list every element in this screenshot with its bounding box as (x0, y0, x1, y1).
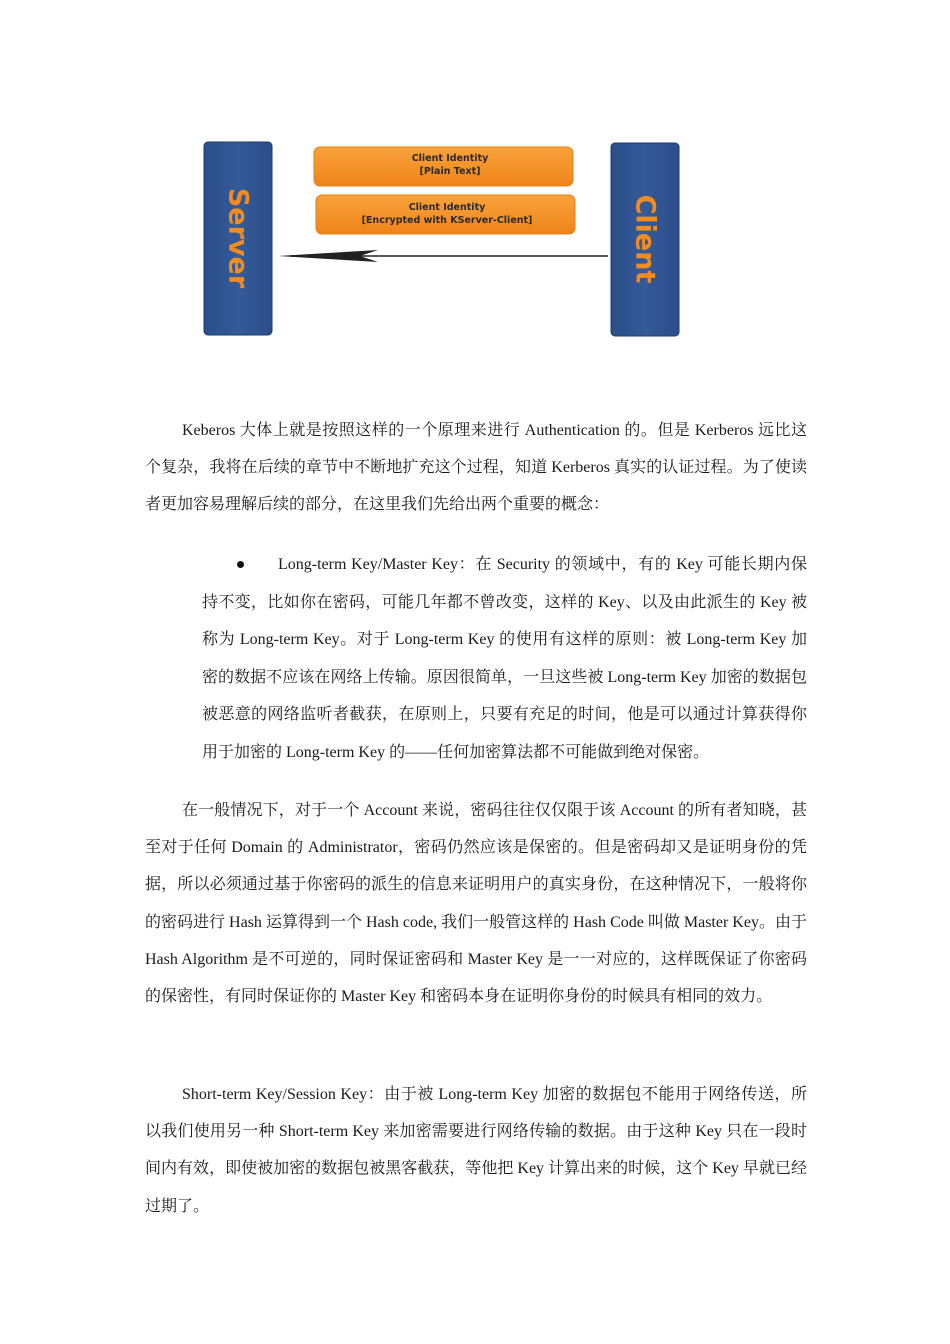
box1-line2: [Plain Text] (419, 166, 481, 177)
bullet-long-term-key: Long-term Key/Master Key：在 Security 的领域中，有的 Key 可能长期内保持不变，比如你在密码，可能几年都不曾改变，这样的 Key、以及由此派生的 Key 被称为 Long-term Key。对于 Long-term Key 的使用有这样的原则：被 Long-term Key 加密的数据不应该在网络上传输。原因很简单，一旦这些被 Long-term Key 加密的数据包被恶意的网络监听者截获，在原则上，只要有充足的时间，他是可以通过计算获得你用于加密的 Long-term Key 的——任何加密算法都不可能做到绝对保密。 (202, 556, 807, 761)
paragraph-intro: Keberos 大体上就是按照这样的一个原理来进行 Authentication 的。但是 Kerberos 远比这个复杂，我将在后续的章节中不断地扩充这个过程，知道 Kerberos 真实的认证过程。为了使读者更加容易理解后续的部分，在这里我们先给出两个重要的概念： (145, 422, 807, 514)
client-pillar (611, 143, 679, 336)
arrow-to-server (278, 250, 608, 262)
box2-line2: [Encrypted with KServer-Client] (361, 215, 533, 226)
client-label: Client (629, 194, 661, 284)
box2-line1: Client Identity (408, 202, 486, 213)
server-label: Server (222, 187, 254, 289)
plain-identity-box (314, 147, 573, 186)
paragraph-master-key: 在一般情况下，对于一个 Account 来说，密码往往仅仅限于该 Account 的所有者知晓，甚至对于任何 Domain 的 Administrator，密码仍然应该是保密的。但是密码却又是证明身份的凭据，所以必须通过基于你密码的派生的信息来证明用户的真实身份，在这种情况下，一般将你的密码进行 Hash 运算得到一个 Hash code, 我们一般管这样的 Hash Code 叫做 Master Key。由于 Hash Algorithm 是不可逆的，同时保证密码和 Master Key 是一一对应的，这样既保证了你密码的保密性，有同时保证你的 Master Key 和密码本身在证明你身份的时候具有相同的效力。 (145, 802, 807, 1006)
encrypted-identity-box (316, 195, 575, 234)
paragraph-session-key: Short-term Key/Session Key：由于被 Long-term Key 加密的数据包不能用于网络传送，所以我们使用另一种 Short-term Key 来加密需要进行网络传输的数据。由于这种 Key 只在一段时间内有效，即使被加密的数据包被黑客截获，等他把 Key 计算出来的时候，这个 Key 早就已经过期了。 (145, 1086, 807, 1215)
box1-line1: Client Identity (411, 153, 489, 164)
kerberos-diagram (200, 138, 685, 340)
server-pillar (204, 142, 272, 335)
